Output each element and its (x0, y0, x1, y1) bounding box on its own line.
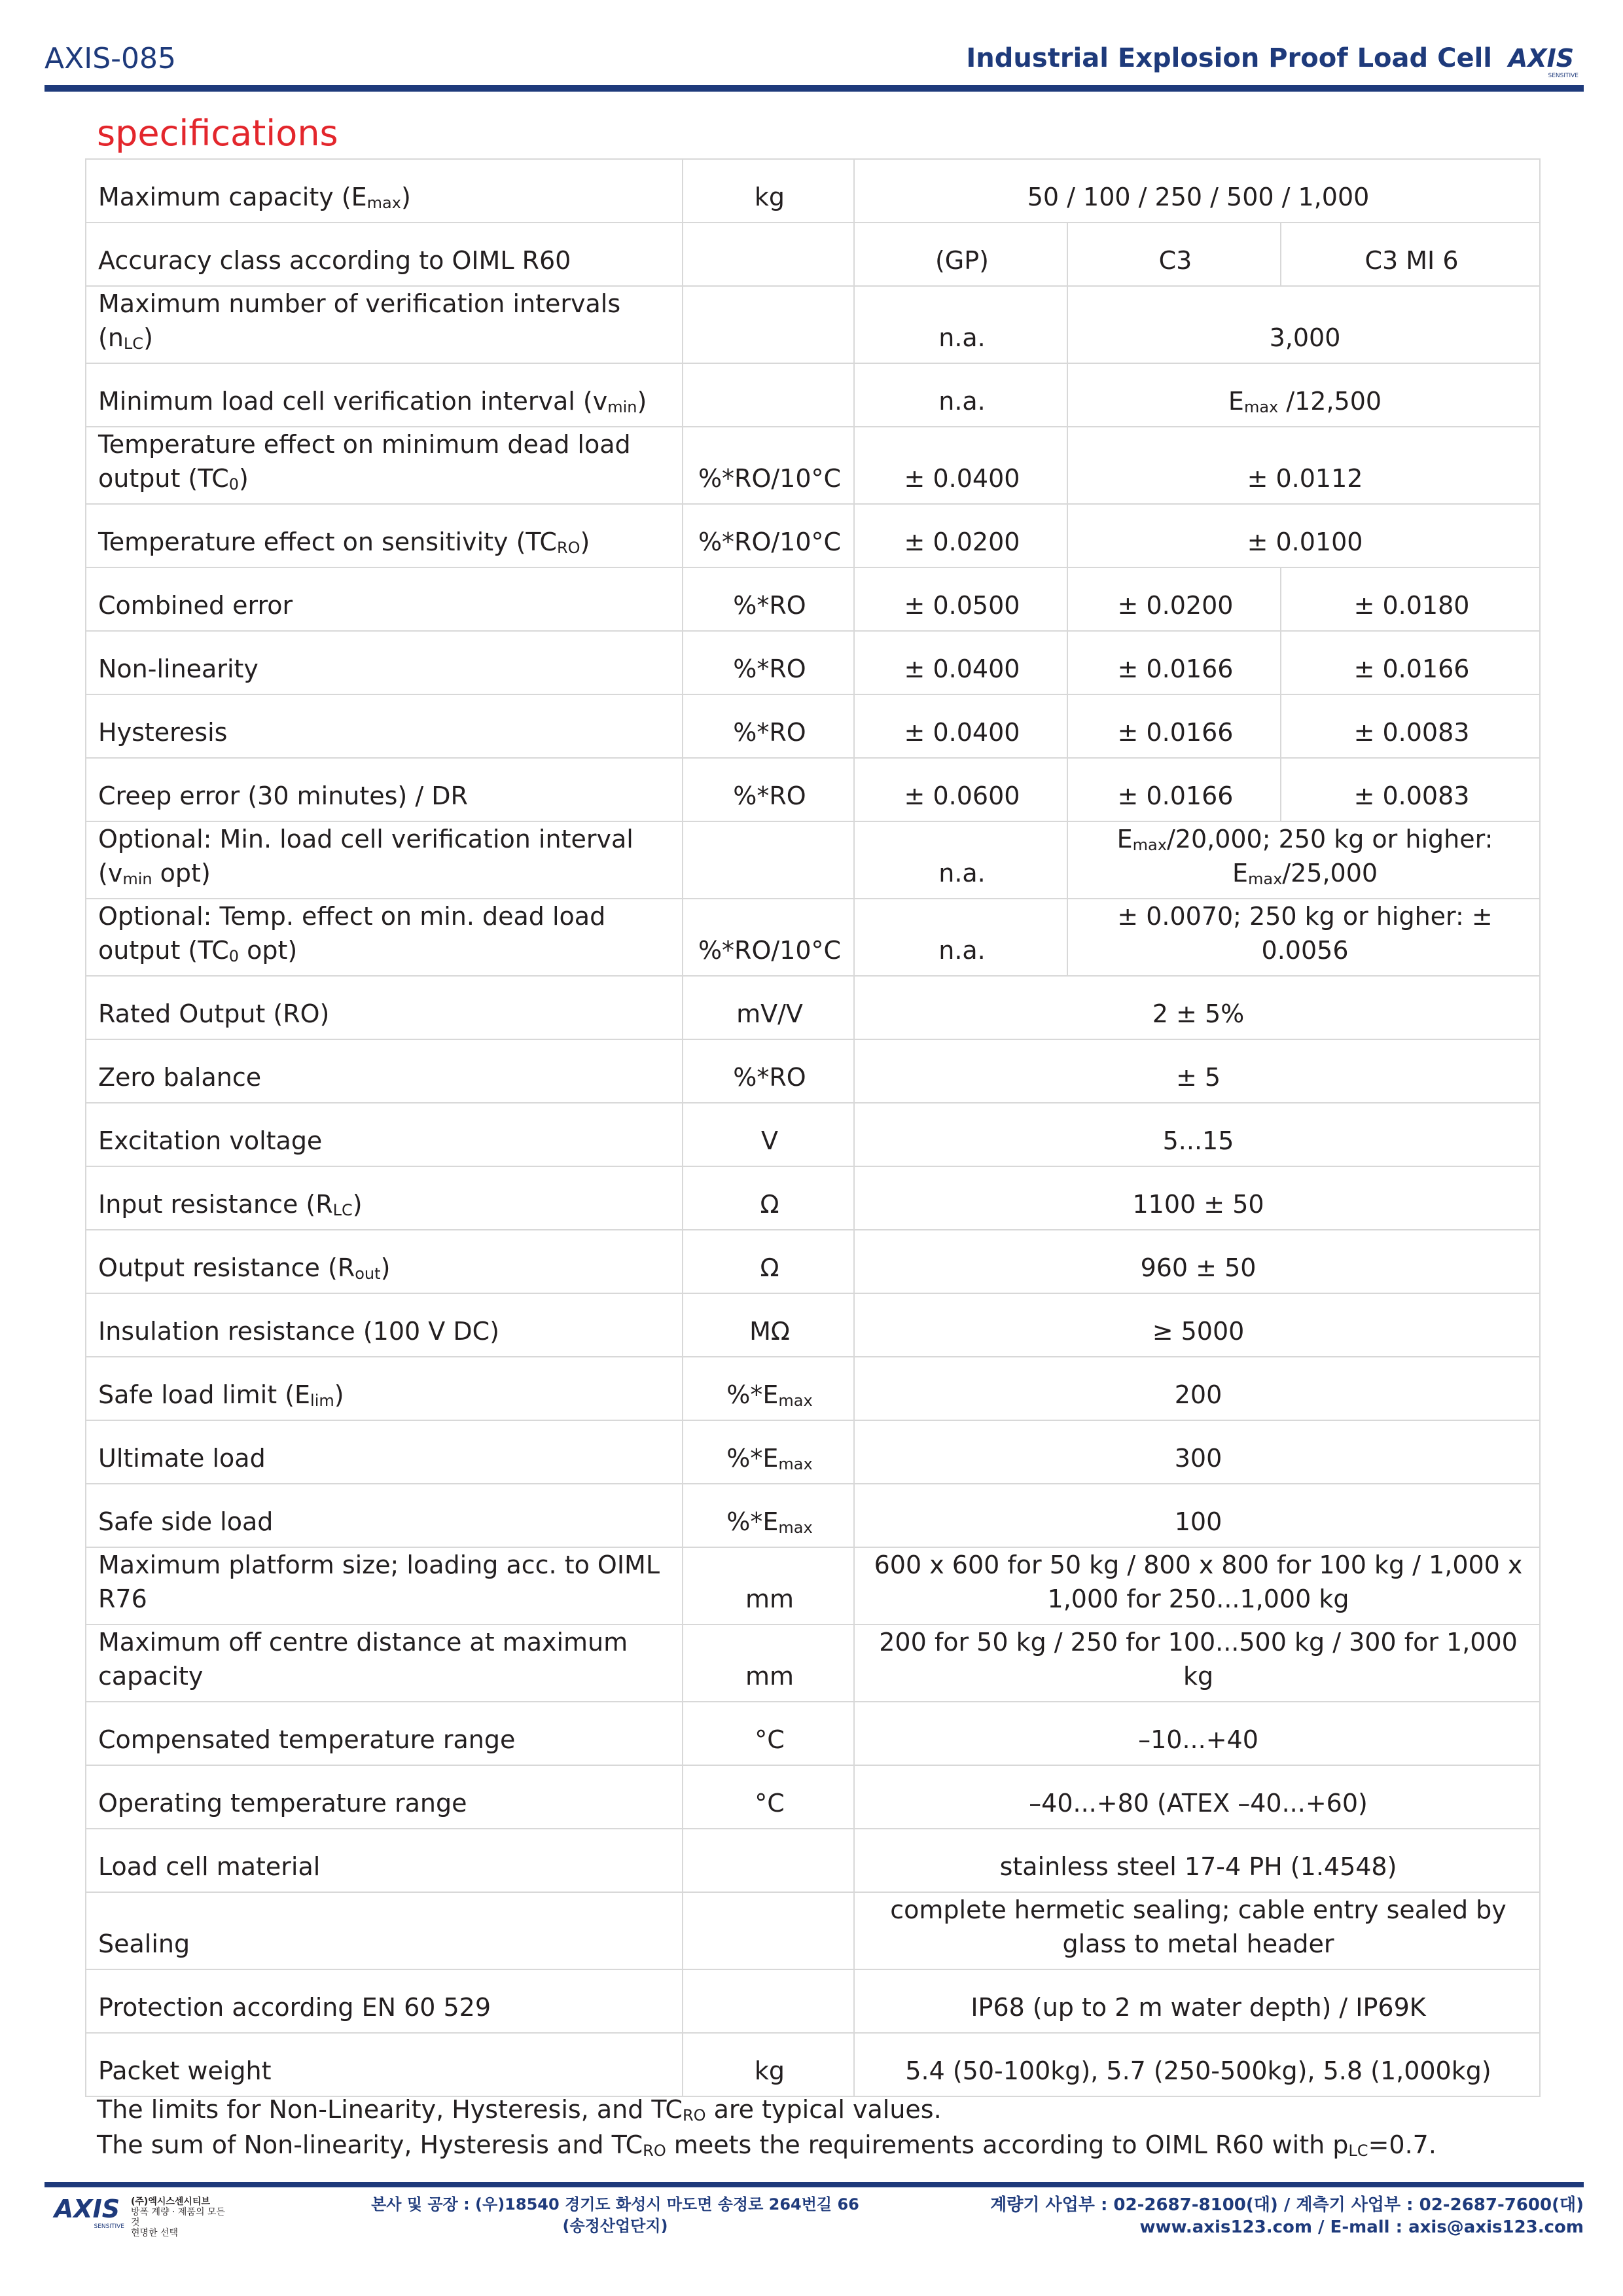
row-unit: mV/V (683, 976, 854, 1039)
table-row (86, 631, 1540, 694)
row-value: IP68 (up to 2 m water depth) / IP69K (854, 1969, 1540, 2033)
row-unit: %*RO/10°C (683, 427, 854, 504)
value-c3mi6: ± 0.0166 (1281, 631, 1540, 694)
row-unit: %*RO/10°C (683, 899, 854, 976)
table-row (86, 1420, 1540, 1484)
row-label: Creep error (30 minutes) / DR (86, 758, 683, 821)
value-c3: 3,000 (1067, 286, 1540, 363)
table-row (86, 1892, 1540, 1969)
row-label: Sealing (86, 1892, 683, 1969)
row-label: Rated Output (RO) (86, 976, 683, 1039)
doc-title: Industrial Explosion Proof Load Cell (966, 43, 1492, 73)
table-row (86, 427, 1540, 504)
row-unit: %*RO (683, 567, 854, 631)
table-row (86, 758, 1540, 821)
value-gp: ± 0.0200 (854, 504, 1067, 567)
row-unit (683, 286, 854, 363)
note-line: The sum of Non-linearity, Hysteresis and $TC_{RO}$ meets the requirements according to OIML R60 with $p_{LC}=0.7$. (97, 2130, 1436, 2160)
row-label: Operating temperature range (86, 1765, 683, 1829)
value-gp: n.a. (854, 821, 1067, 899)
table-row (86, 1103, 1540, 1166)
section-title: specifications (97, 113, 338, 154)
row-unit: mm (683, 1624, 854, 1702)
table-row (86, 1230, 1540, 1293)
row-label: Output resistance $(R_{out})$ (86, 1230, 683, 1293)
row-unit: %*RO/10°C (683, 504, 854, 567)
contact-web-email[interactable]: www.axis123.com / E-mall : axis@axis123.com (1139, 2217, 1584, 2237)
footer-address (366, 2194, 864, 2237)
note-line: The limits for Non-Linearity, Hysteresis, and $TC_{RO}$ are typical values. (97, 2095, 942, 2125)
contact-phone: 계량기 사업부 : 02-2687-8100(대) / 계측기 사업부 : 02-2687-7600(대) (990, 2195, 1584, 2215)
row-label: Accuracy class according to OIML R60 (86, 223, 683, 286)
value-gp: (GP) (854, 223, 1067, 286)
value-c3: $E_{max}/20,000$; 250 kg or higher: $E_{max}/25,000$ (1067, 821, 1540, 899)
table-row (86, 1293, 1540, 1357)
value-c3: ± 0.0200 (1067, 567, 1281, 631)
row-label: Ultimate load (86, 1420, 683, 1484)
row-unit: %*RO (683, 1039, 854, 1103)
row-label: Temperature effect on minimum dead load output $(TC_0)$ (86, 427, 683, 504)
row-value: ± 5 (854, 1039, 1540, 1103)
row-label: Maximum platform size; loading acc. to OIML R76 (86, 1547, 683, 1624)
table-row (86, 1166, 1540, 1230)
row-label: Maximum off centre distance at maximum capacity (86, 1624, 683, 1702)
footer-contact (990, 2194, 1584, 2238)
row-label: Optional: Min. load cell verification interval ($v_{min}$ opt) (86, 821, 683, 899)
row-value: 5.4 (50-100kg), 5.7 (250-500kg), 5.8 (1,000kg) (854, 2033, 1540, 2096)
row-unit: %*RO (683, 758, 854, 821)
row-label: Insulation resistance (100 V DC) (86, 1293, 683, 1357)
value-gp: ± 0.0400 (854, 427, 1067, 504)
row-unit: $\%*E_{max}$ (683, 1357, 854, 1420)
row-label: Input resistance $(R_{LC})$ (86, 1166, 683, 1230)
row-value: 200 (854, 1357, 1540, 1420)
footer-rule (45, 2182, 1584, 2187)
table-notes (97, 2092, 1436, 2162)
row-value: –40...+80 (ATEX –40...+60) (854, 1765, 1540, 1829)
row-value: 1100 ± 50 (854, 1166, 1540, 1230)
value-c3: ± 0.0070; 250 kg or higher: ± 0.0056 (1067, 899, 1540, 976)
row-label: Load cell material (86, 1829, 683, 1892)
row-value: 600 x 600 for 50 kg / 800 x 800 for 100 kg / 1,000 x 1,000 for 250...1,000 kg (854, 1547, 1540, 1624)
row-unit (683, 363, 854, 427)
spec-table (85, 158, 1541, 2097)
company-name: (주)엑시스센시티브 (131, 2197, 210, 2207)
row-unit (683, 1892, 854, 1969)
footer-company (131, 2197, 229, 2238)
row-label: Excitation voltage (86, 1103, 683, 1166)
value-c3mi6: ± 0.0083 (1281, 694, 1540, 758)
table-row (86, 504, 1540, 567)
value-gp: n.a. (854, 363, 1067, 427)
row-unit: %*RO (683, 694, 854, 758)
table-row (86, 223, 1540, 286)
value-c3: C3 (1067, 223, 1281, 286)
row-value: 50 / 100 / 250 / 500 / 1,000 (854, 159, 1540, 223)
row-value: 960 ± 50 (854, 1230, 1540, 1293)
value-c3: ± 0.0166 (1067, 758, 1281, 821)
row-unit: °C (683, 1702, 854, 1765)
table-row (86, 1484, 1540, 1547)
row-label: Maximum capacity $(E_{max})$ (86, 159, 683, 223)
company-tagline: 방폭 계량 · 제품의 모든 것 (131, 2207, 225, 2228)
footer-axis-logo (45, 2194, 130, 2231)
logo-subtext: SENSITIVE (1548, 73, 1578, 79)
row-value: stainless steel 17-4 PH (1.4548) (854, 1829, 1540, 1892)
logo-text: AXIS (1508, 44, 1575, 73)
row-value: 100 (854, 1484, 1540, 1547)
value-c3mi6: ± 0.0180 (1281, 567, 1540, 631)
table-row (86, 899, 1540, 976)
value-c3mi6: ± 0.0083 (1281, 758, 1540, 821)
row-unit: mm (683, 1547, 854, 1624)
row-unit (683, 1969, 854, 2033)
row-label: Optional: Temp. effect on min. dead load output ($TC_0$ opt) (86, 899, 683, 976)
row-unit: Ω (683, 1166, 854, 1230)
row-unit: V (683, 1103, 854, 1166)
row-label: Hysteresis (86, 694, 683, 758)
row-value: 300 (854, 1420, 1540, 1484)
table-row (86, 2033, 1540, 2096)
company-tagline: 현명한 선택 (131, 2228, 179, 2238)
row-label: Zero balance (86, 1039, 683, 1103)
table-row (86, 1702, 1540, 1765)
table-row (86, 363, 1540, 427)
footer-logo-text: AXIS (54, 2195, 120, 2223)
value-gp: n.a. (854, 286, 1067, 363)
row-unit: %*RO (683, 631, 854, 694)
row-unit (683, 821, 854, 899)
row-label: Packet weight (86, 2033, 683, 2096)
table-row (86, 1765, 1540, 1829)
value-gp: ± 0.0400 (854, 631, 1067, 694)
value-c3: ± 0.0166 (1067, 694, 1281, 758)
row-value: 2 ± 5% (854, 976, 1540, 1039)
row-label: Safe load limit $(E_{lim})$ (86, 1357, 683, 1420)
header-rule (45, 85, 1584, 92)
row-label: Safe side load (86, 1484, 683, 1547)
row-value: –10...+40 (854, 1702, 1540, 1765)
value-gp: ± 0.0500 (854, 567, 1067, 631)
footer-logo-subtext: SENSITIVE (94, 2223, 124, 2230)
row-unit: °C (683, 1765, 854, 1829)
row-value: ≥ 5000 (854, 1293, 1540, 1357)
row-label: Maximum number of verification intervals $(n_{LC})$ (86, 286, 683, 363)
row-label: Minimum load cell verification interval $(v_{min})$ (86, 363, 683, 427)
table-row (86, 1624, 1540, 1702)
table-row (86, 694, 1540, 758)
value-c3: ± 0.0112 (1067, 427, 1540, 504)
address-line: 본사 및 공장 : (우)18540 경기도 화성시 마도면 송정로 264번길 66 (371, 2195, 859, 2214)
address-line: (송정산업단지) (562, 2217, 668, 2235)
row-label: Combined error (86, 567, 683, 631)
table-row (86, 1829, 1540, 1892)
table-row (86, 821, 1540, 899)
row-unit: Ω (683, 1230, 854, 1293)
row-unit: $\%*E_{max}$ (683, 1484, 854, 1547)
value-gp: ± 0.0600 (854, 758, 1067, 821)
row-unit: MΩ (683, 1293, 854, 1357)
table-row (86, 286, 1540, 363)
table-row (86, 1357, 1540, 1420)
value-gp: ± 0.0400 (854, 694, 1067, 758)
value-c3: ± 0.0166 (1067, 631, 1281, 694)
table-row (86, 159, 1540, 223)
row-label: Protection according EN 60 529 (86, 1969, 683, 2033)
value-c3: ± 0.0100 (1067, 504, 1540, 567)
value-gp: n.a. (854, 899, 1067, 976)
axis-logo (1499, 43, 1584, 80)
row-unit: $\%*E_{max}$ (683, 1420, 854, 1484)
doc-code: AXIS-085 (45, 42, 177, 75)
table-row (86, 1969, 1540, 2033)
row-label: Non-linearity (86, 631, 683, 694)
value-c3: $E_{max}$ /12,500 (1067, 363, 1540, 427)
row-label: Temperature effect on sensitivity $(TC_{RO})$ (86, 504, 683, 567)
table-row (86, 1039, 1540, 1103)
row-unit (683, 223, 854, 286)
value-c3mi6: C3 MI 6 (1281, 223, 1540, 286)
row-value: complete hermetic sealing; cable entry sealed by glass to metal header (854, 1892, 1540, 1969)
table-row (86, 976, 1540, 1039)
row-unit: kg (683, 2033, 854, 2096)
row-unit: kg (683, 159, 854, 223)
row-value: 200 for 50 kg / 250 for 100...500 kg / 300 for 1,000 kg (854, 1624, 1540, 1702)
row-value: 5...15 (854, 1103, 1540, 1166)
table-row (86, 567, 1540, 631)
table-row (86, 1547, 1540, 1624)
row-label: Compensated temperature range (86, 1702, 683, 1765)
row-unit (683, 1829, 854, 1892)
